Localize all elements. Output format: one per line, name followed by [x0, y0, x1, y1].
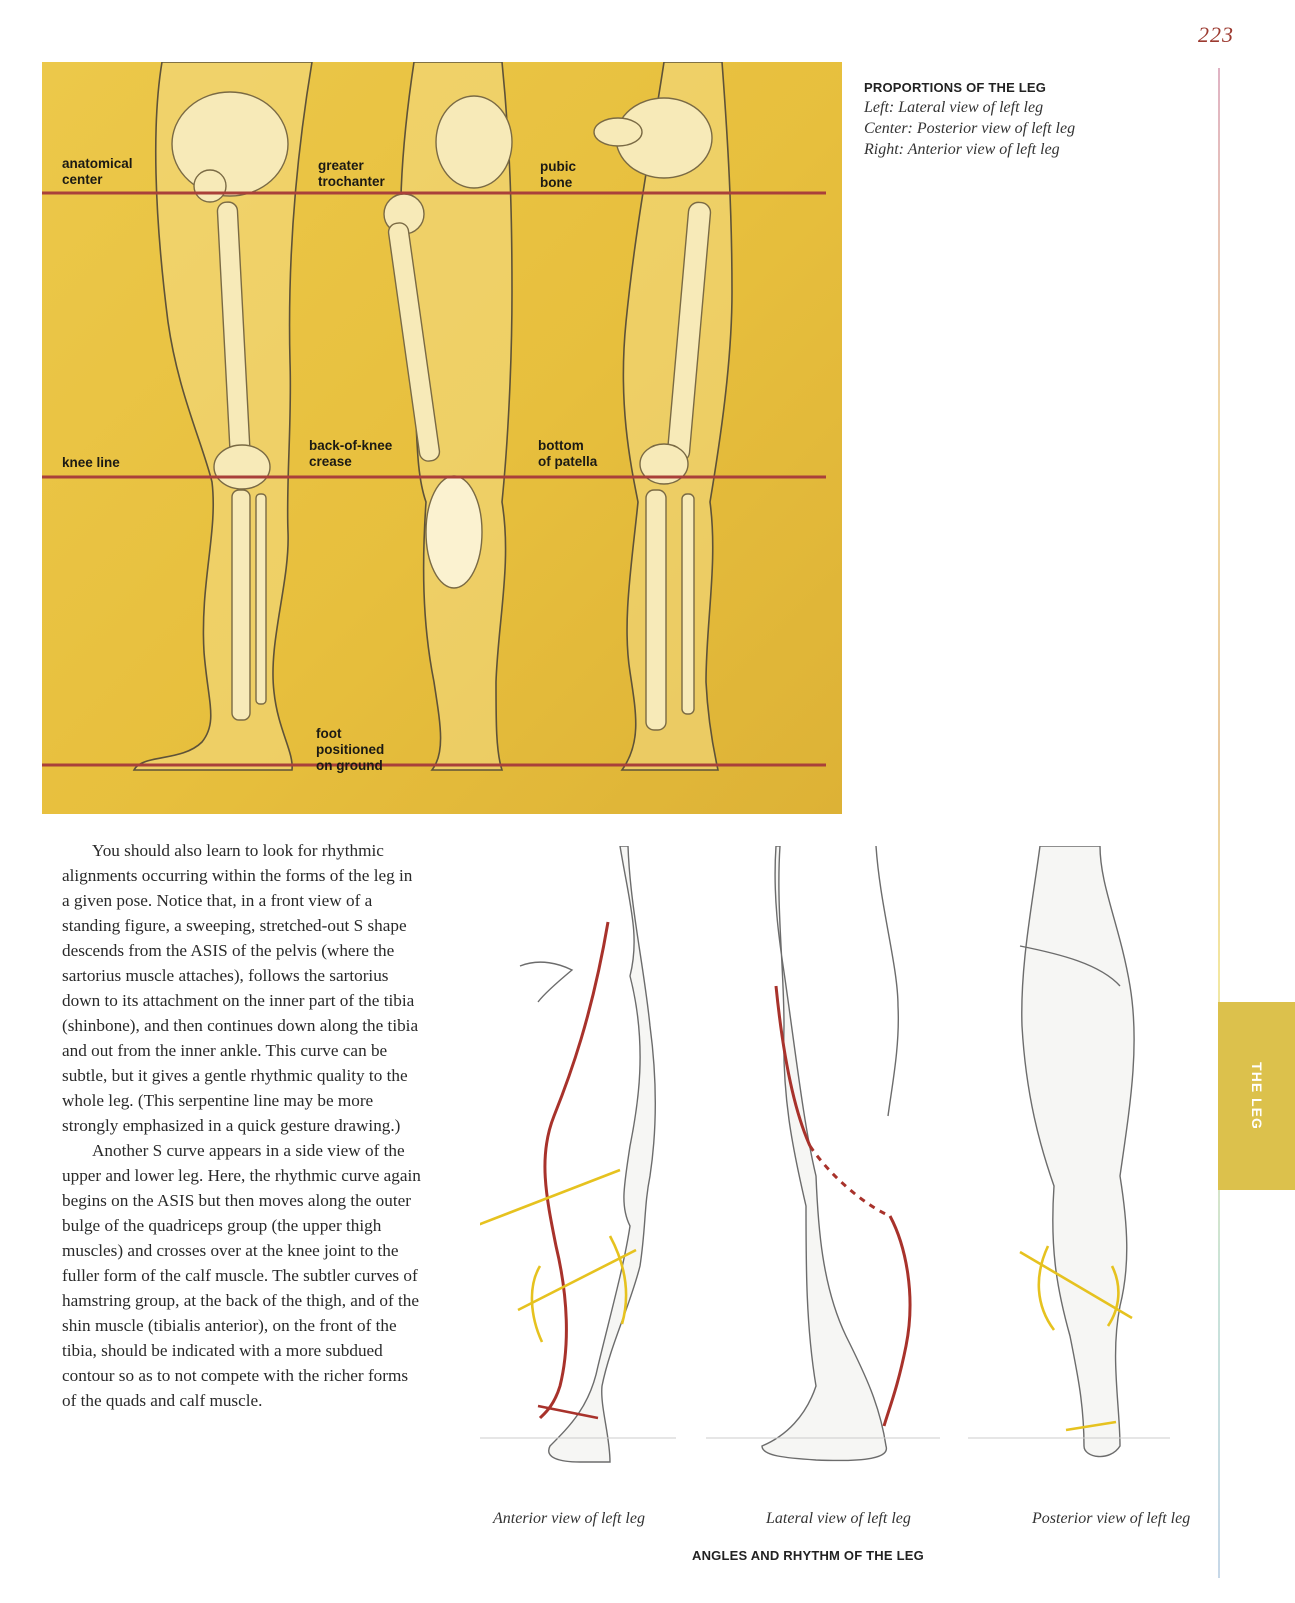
proportions-illustration [42, 62, 842, 814]
anterior-sacrum [594, 118, 642, 146]
caption-anterior-view: Anterior view of left leg [493, 1510, 645, 1527]
lateral-pelvis [172, 92, 288, 196]
anterior-fibula [682, 494, 694, 714]
body-text [62, 838, 422, 1413]
page-number: 223 [1198, 22, 1234, 47]
lateral-tibia [232, 490, 250, 720]
label-bottom-of-patella: bottom of patella [538, 438, 598, 469]
proportions-drawing [42, 62, 842, 814]
lateral-rhythm-curve-dashed [810, 1146, 890, 1216]
section-tab-label: THE LEG [1248, 1062, 1265, 1130]
proportions-caption [864, 80, 1124, 160]
body-paragraph: Another S curve appears in a side view of the upper and lower leg. Here, the rhythmic curve again begins on the ASIS but then moves along the outer bulge of the quadriceps group (the upper thigh muscles) and crosses over at the knee joint to the fuller form of the calf muscle. The subtler curves of hamstring group, at the back of the thigh, and of the shin muscle (tibialis anterior), on the front of the tibia, should be indicated with a more subdued contour so as to not compete with the richer forms of the quads and calf muscle. [62, 1141, 421, 1410]
lateral-femoral-head [194, 170, 226, 202]
posterior-pelvis [436, 96, 512, 188]
proportions-caption-title: PROPORTIONS OF THE LEG [864, 80, 1047, 95]
caption-left: Left: Lateral view of left leg [864, 99, 1044, 116]
label-anatomical-center: anatomical center [62, 156, 133, 187]
lateral-rhythm-curve-lower [884, 1216, 910, 1426]
rhythm-drawing [480, 846, 1200, 1486]
anterior-rhythm-curve [540, 922, 608, 1418]
rhythm-figure-title: ANGLES AND RHYTHM OF THE LEG [692, 1548, 924, 1563]
label-greater-trochanter: greater trochanter [318, 158, 385, 189]
section-tab [1218, 1002, 1295, 1190]
label-knee-line: knee line [62, 455, 120, 470]
page-edge-rule [1218, 68, 1220, 1578]
caption-center: Center: Posterior view of left leg [864, 120, 1076, 137]
label-foot-positioned: foot positioned on ground [316, 726, 385, 773]
caption-posterior-view: Posterior view of left leg [1032, 1510, 1191, 1527]
label-pubic-bone: pubic bone [540, 159, 576, 190]
posterior-view-leg [1022, 846, 1134, 1457]
rhythm-illustration [480, 846, 1200, 1486]
label-back-of-knee-crease: back-of-knee crease [309, 438, 393, 469]
caption-lateral-view: Lateral view of left leg [766, 1510, 911, 1527]
lateral-knee [214, 445, 270, 489]
caption-right: Right: Anterior view of left leg [864, 141, 1060, 158]
posterior-calf [426, 476, 482, 588]
lateral-view-leg [762, 846, 886, 1460]
body-paragraph: You should also learn to look for rhythmic alignments occurring within the forms of the leg in a given pose. Notice that, in a front view of a standing figure, a sweeping, stretched-out S shape descends from the ASIS of the pelvis (where the sartorius muscle attaches), follows the sartorius down to its attachment on the inner part of the tibia (shinbone), and then continues down along the tibia and out from the inner ankle. This curve can be subtle, but it gives a gentle rhythmic quality to the whole leg. (This serpentine line may be more strongly emphasized in a quick gesture drawing.) [62, 841, 419, 1135]
anterior-tibia [646, 490, 666, 730]
lateral-fibula [256, 494, 266, 704]
